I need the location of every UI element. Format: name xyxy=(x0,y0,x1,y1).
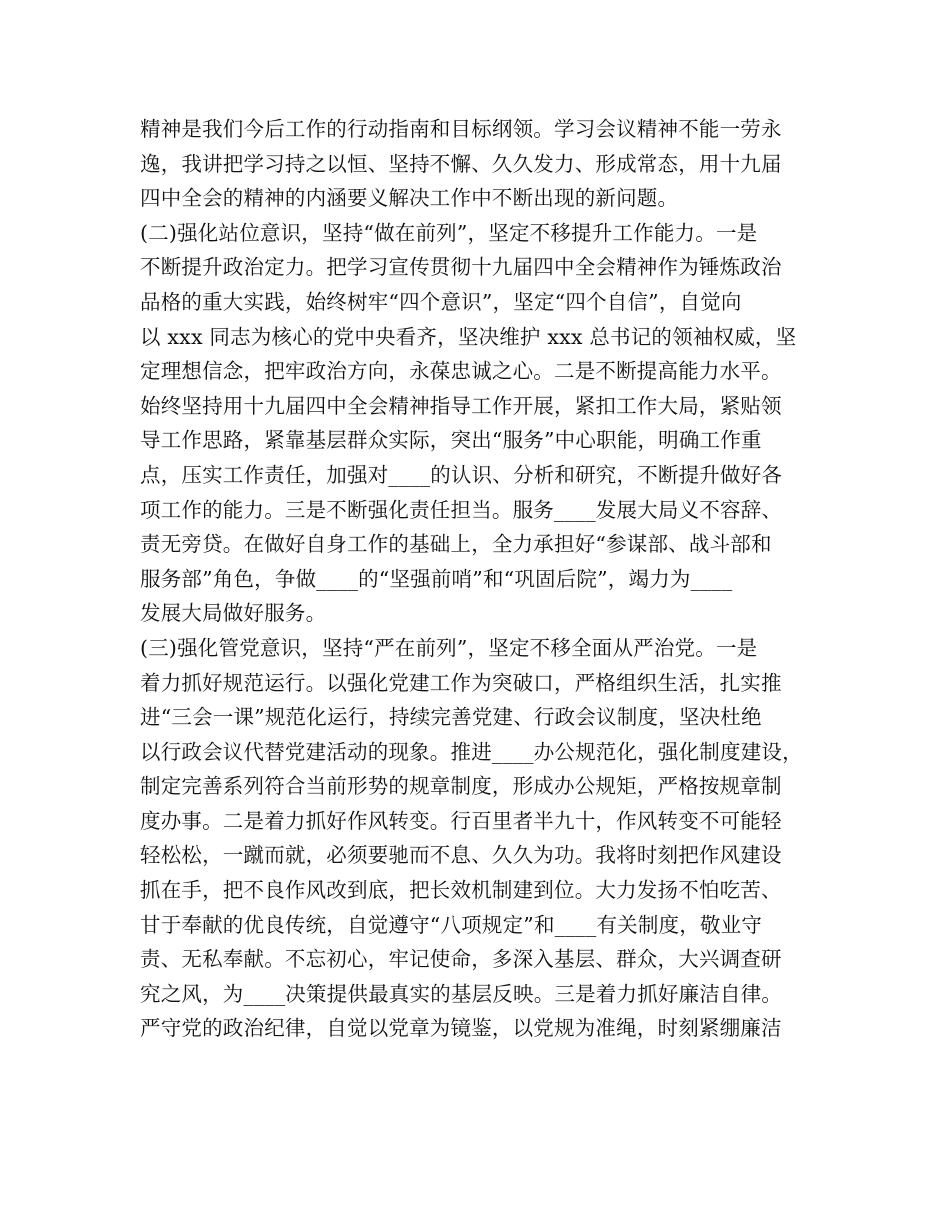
text-line: 始终坚持用十九届四中全会精神指导工作开展，紧扣工作大局，紧贴领 xyxy=(140,393,782,418)
text-line: 度办事。二是着力抓好作风转变。行百里者半九十，作风转变不可能轻 xyxy=(140,808,782,833)
section-heading-line: (三)强化管党意识，坚持“严在前列”，坚定不移全面从严治党。一是 xyxy=(140,635,758,660)
text-line: 着力抓好规范运行。以强化党建工作为突破口，严格组织生活，扎实推 xyxy=(140,670,782,695)
text-line: 品格的重大实践，始终树牢“四个意识”，坚定“四个自信”，自觉向 xyxy=(140,289,742,314)
text-line: 甘于奉献的优良传统，自觉遵守“八项规定”和____有关制度，敬业守 xyxy=(140,912,763,937)
text-line: 以行政会议代替党建活动的现象。推进____办公规范化，强化制度建设， xyxy=(140,739,803,764)
text-line: 点，压实工作责任，加强对____的认识、分析和研究，不断提升做好各 xyxy=(140,462,783,487)
text-line: 进“三会一课”规范化运行，持续完善党建、行政会议制度，坚决杜绝 xyxy=(140,705,762,730)
text-line: 制定完善系列符合当前形势的规章制度，形成办公规矩，严格按规章制 xyxy=(140,774,782,799)
text-line: 逸，我讲把学习持之以恒、坚持不懈、久久发力、形成常态，用十九届 xyxy=(140,151,782,176)
text-line: 导工作思路，紧靠基层群众实际，突出“服务”中心职能，明确工作重 xyxy=(140,428,762,453)
text-line: 发展大局做好服务。 xyxy=(140,601,327,626)
body-text xyxy=(140,112,820,1046)
section-heading-line: (二)强化站位意识，坚持“做在前列”，坚定不移提升工作能力。一是 xyxy=(140,220,758,245)
text-line: 项工作的能力。三是不断强化责任担当。服务____发展大局义不容辞、 xyxy=(140,497,783,522)
text-line: 四中全会的精神的内涵要义解决工作中不断出现的新问题。 xyxy=(140,186,679,211)
text-line: 轻松松，一蹴而就，必须要驰而不息、久久为功。我将时刻把作风建设 xyxy=(140,843,782,868)
text-line: 精神是我们今后工作的行动指南和目标纲领。学习会议精神不能一劳永 xyxy=(140,117,782,141)
text-line: 抓在手，把不良作风改到底，把长效机制建到位。大力发扬不怕吃苦、 xyxy=(140,878,782,903)
text-line: 服务部”角色，争做____的“坚强前哨”和“巩固后院”，竭力为____ xyxy=(140,566,733,591)
text-line: 定理想信念，把牢政治方向，永葆忠诚之心。二是不断提高能力水平。 xyxy=(140,359,782,384)
text-line: 不断提升政治定力。把学习宣传贯彻十九届四中全会精神作为锤炼政治 xyxy=(140,255,782,280)
text-line: 严守党的政治纪律，自觉以党章为镜鉴，以党规为准绳，时刻紧绷廉洁 xyxy=(140,1016,782,1041)
text-line: 责、无私奉献。不忘初心，牢记使命，多深入基层、群众，大兴调查研 xyxy=(140,947,782,972)
text-line: 以 xxx 同志为核心的党中央看齐，坚决维护 xxx 总书记的领袖权威，坚 xyxy=(140,324,797,349)
text-line: 责无旁贷。在做好自身工作的基础上，全力承担好“参谋部、战斗部和 xyxy=(140,532,772,557)
text-line: 究之风，为____决策提供最真实的基层反映。三是着力抓好廉洁自律。 xyxy=(140,981,783,1006)
